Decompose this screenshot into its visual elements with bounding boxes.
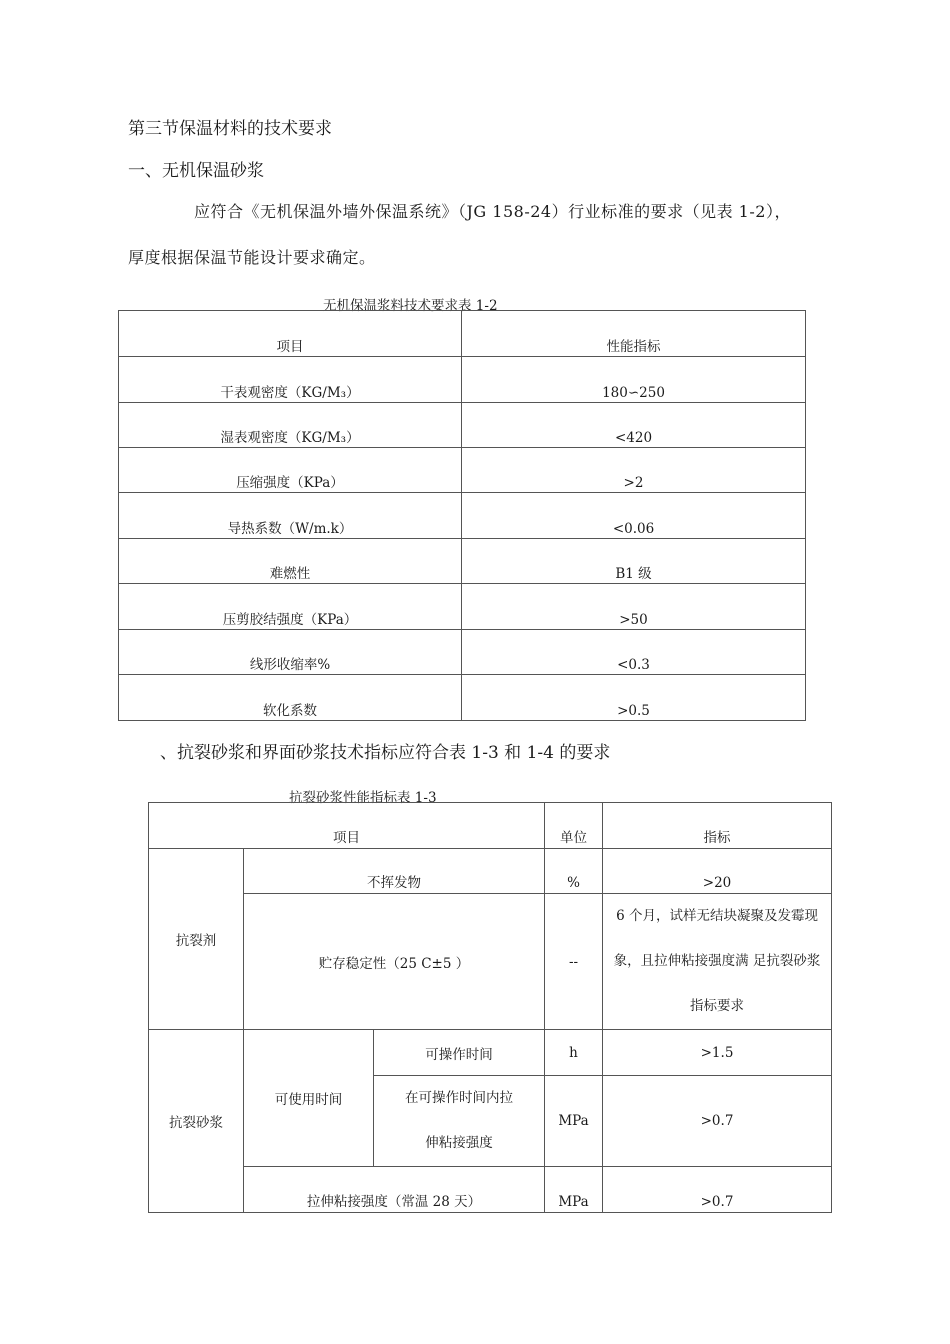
cell-value: >1.5 — [603, 1030, 832, 1076]
table-row — [119, 675, 806, 721]
table-row — [119, 357, 806, 403]
cell-value: >2 — [462, 448, 806, 493]
table-row — [119, 448, 806, 493]
cell-item-multiline: 在可操作时间内拉伸粘接强度 — [374, 1076, 545, 1167]
table-row — [119, 403, 806, 448]
subsection-heading-2: 、抗裂砂浆和界面砂浆技术指标应符合表 1-3 和 1-4 的要求 — [160, 743, 611, 763]
cell-unit: MPa — [545, 1167, 603, 1213]
table-row — [119, 630, 806, 675]
header-unit: 单位 — [545, 803, 603, 849]
cell-unit: MPa — [545, 1076, 603, 1167]
cell-unit: h — [545, 1030, 603, 1076]
cell-item: 贮存稳定性（25 C±5 ） — [244, 894, 545, 1030]
header-index: 指标 — [603, 803, 832, 849]
table-row — [119, 584, 806, 630]
cell-item: 压剪胶结强度（KPa） — [119, 584, 462, 630]
cell-value: >20 — [603, 849, 832, 894]
table-row — [149, 849, 832, 894]
header-item: 项目 — [149, 803, 545, 849]
cell-value: >0.5 — [462, 675, 806, 721]
cell-unit: -- — [545, 894, 603, 1030]
table-1-3 — [148, 802, 832, 1213]
subsection-heading-1: 一、无机保温砂浆 — [128, 161, 264, 181]
cell-item: 不挥发物 — [244, 849, 545, 894]
table-row — [149, 894, 832, 1030]
header-value: 性能指标 — [462, 311, 806, 357]
subgroup-label-usable-time: 可使用时间 — [244, 1030, 374, 1167]
paragraph-line-1: 应符合《无机保温外墙外保温系统》（JG 158-24）行业标准的要求（见表 1-2）， — [194, 202, 791, 221]
cell-value: >50 — [462, 584, 806, 630]
cell-value: <0.06 — [462, 493, 806, 539]
table-header-row — [149, 803, 832, 849]
section-heading: 第三节保温材料的技术要求 — [128, 119, 332, 139]
cell-value: >0.7 — [603, 1167, 832, 1213]
cell-value: <0.3 — [462, 630, 806, 675]
cell-value: 180∽250 — [462, 357, 806, 403]
cell-item: 可操作时间 — [374, 1030, 545, 1076]
cell-item: 软化系数 — [119, 675, 462, 721]
paragraph-line-2: 厚度根据保温节能设计要求确定。 — [128, 248, 376, 267]
table-row — [149, 1030, 832, 1076]
table-1-2-caption: 无机保温浆料技术要求表 1-2 — [323, 298, 498, 314]
cell-item: 导热系数（W/m.k） — [119, 493, 462, 539]
table-1-3-caption: 抗裂砂浆性能指标表 1-3 — [289, 790, 437, 806]
cell-item: 拉伸粘接强度（常温 28 天） — [244, 1167, 545, 1213]
table-1-2 — [118, 310, 806, 721]
header-item: 项目 — [119, 311, 462, 357]
table-row — [149, 1167, 832, 1213]
cell-item: 线形收缩率% — [119, 630, 462, 675]
cell-value: <420 — [462, 403, 806, 448]
table-row — [119, 539, 806, 584]
cell-item: 难燃性 — [119, 539, 462, 584]
table-row — [119, 493, 806, 539]
cell-value: B1 级 — [462, 539, 806, 584]
group-label-anti-crack-agent: 抗裂剂 — [149, 849, 244, 1030]
cell-item: 干表观密度（KG/M₃） — [119, 357, 462, 403]
table-header-row — [119, 311, 806, 357]
cell-item: 湿表观密度（KG/M₃） — [119, 403, 462, 448]
cell-unit: % — [545, 849, 603, 894]
cell-item: 压缩强度（KPa） — [119, 448, 462, 493]
group-label-anti-crack-mortar: 抗裂砂浆 — [149, 1030, 244, 1213]
cell-value-multiline: 6 个月，试样无结块凝聚及发霉现象，且拉伸粘接强度满 足抗裂砂浆指标要求 — [603, 894, 832, 1030]
cell-value: >0.7 — [603, 1076, 832, 1167]
